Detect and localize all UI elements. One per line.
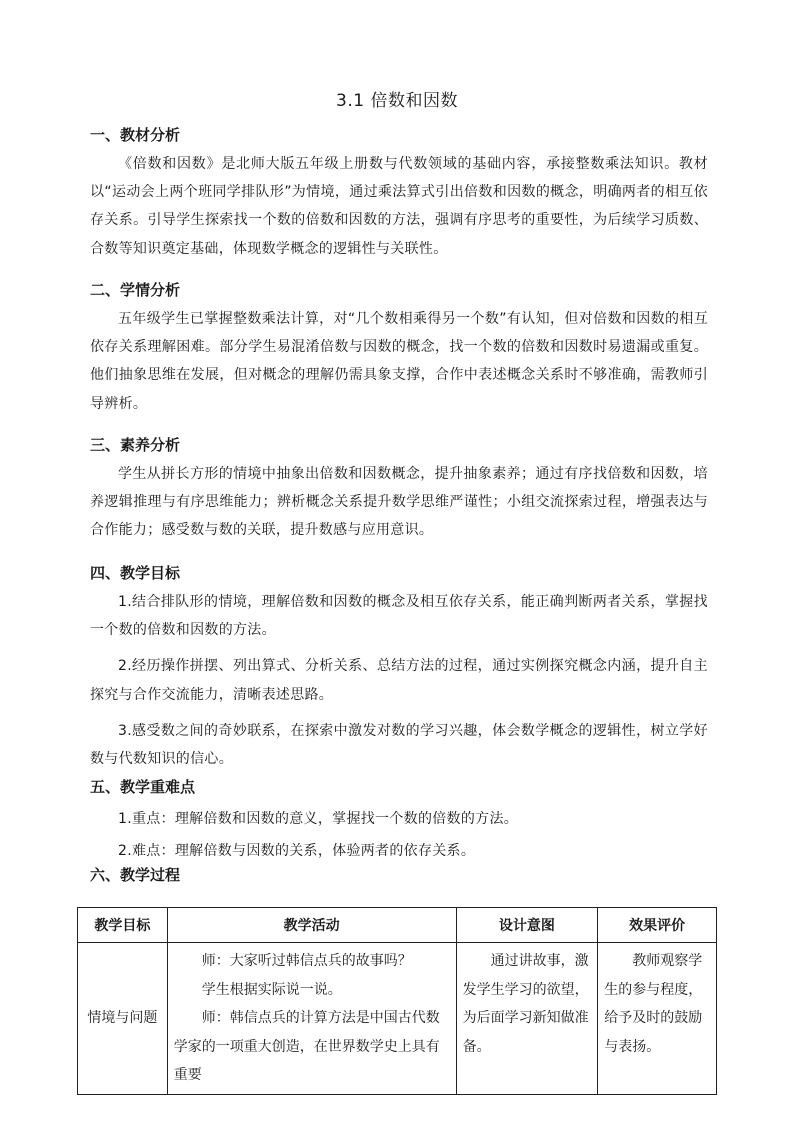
- section-2: [90, 277, 708, 418]
- section-3: [90, 432, 708, 545]
- section-heading: 二、学情分析: [90, 281, 181, 299]
- header-goal: 教学目标: [78, 908, 168, 943]
- cell-goal: 情境与问题: [78, 943, 168, 1095]
- paragraph: 五年级学生已掌握整数乘法计算，对“几个数相乘得另一个数”有认知，但对倍数和因数的相互依存关系理解困难。部分学生易混淆倍数与因数的概念，找一个数的倍数和因数时易遗漏或重复。他们抽象思维在发展，但对概念的理解仍需具象支撑，合作中表述概念关系时不够准确，需教师引导辨析。: [90, 311, 708, 412]
- paragraph: 1.结合排队形的情境，理解倍数和因数的概念及相互依存关系，能正确判断两者关系，掌握找一个数的倍数和因数的方法。: [90, 594, 708, 639]
- evaluation-text: 教师观察学生的参与程度，给予及时的鼓励与表扬。: [604, 953, 703, 1055]
- section-1: [90, 122, 708, 263]
- header-evaluation: 效果评价: [598, 908, 717, 943]
- paragraph: 3.感受数之间的奇妙联系，在探索中激发对数的学习兴趣，体会数学概念的逻辑性，树立学好数与代数知识的信心。: [90, 722, 708, 768]
- section-heading: 三、素养分析: [90, 436, 181, 454]
- paragraph: 2.经历操作拼摆、列出算式、分析关系、总结方法的过程，通过实例探究概念内涵，提升自主探究与合作交流能力，清晰表述思路。: [90, 658, 708, 703]
- section-heading: 五、教学重难点: [90, 778, 196, 796]
- paragraph: 《倍数和因数》是北师大版五年级上册数与代数领域的基础内容，承接整数乘法知识。教材以“运动会上两个班同学排队形”为情境，通过乘法算式引出倍数和因数的概念，明确两者的相互依存关系。引导学生探索找一个数的倍数和因数的方法，强调有序思考的重要性，为后续学习质数、合数等知识奠定基础，体现数学概念的逻辑性与关联性。: [90, 156, 708, 257]
- section-heading: 一、教材分析: [90, 126, 181, 144]
- teaching-process-table: [77, 907, 717, 1095]
- page-title: 3.1 倍数和因数: [336, 91, 458, 111]
- intent-text: 通过讲故事，激发学生学习的欲望，为后面学习新知做准备。: [462, 953, 589, 1055]
- cell-evaluation: [598, 943, 717, 1095]
- cell-activity: [167, 943, 456, 1095]
- table-header-row: [78, 908, 717, 943]
- section-heading: 六、教学过程: [90, 866, 181, 884]
- activity-line: 学生根据实际说一说。: [201, 981, 342, 998]
- header-activity: 教学活动: [167, 908, 456, 943]
- section-5: [90, 774, 708, 865]
- cell-intent: [456, 943, 598, 1095]
- section-6: [90, 862, 708, 889]
- table-row: [78, 943, 717, 1095]
- activity-line: 师：韩信点兵的计算方法是中国古代数学家的一项重大创造，在世界数学史上具有重要: [173, 1010, 440, 1083]
- paragraph: 1.重点：理解倍数和因数的意义，掌握找一个数的倍数的方法。: [118, 811, 519, 827]
- activity-line: 师：大家听过韩信点兵的故事吗？: [201, 953, 412, 969]
- paragraph: 学生从拼长方形的情境中抽象出倍数和因数概念，提升抽象素养；通过有序找倍数和因数，培养逻辑推理与有序思维能力；辨析概念关系提升数学思维严谨性；小组交流探索过程，增强表达与合作能力；感受数与数的关联，提升数感与应用意识。: [90, 466, 708, 539]
- paragraph: 2.难点：理解倍数与因数的关系，体验两者的依存关系。: [118, 843, 476, 860]
- header-intent: 设计意图: [456, 908, 598, 943]
- section-heading: 四、教学目标: [90, 564, 181, 582]
- section-4: [90, 560, 708, 773]
